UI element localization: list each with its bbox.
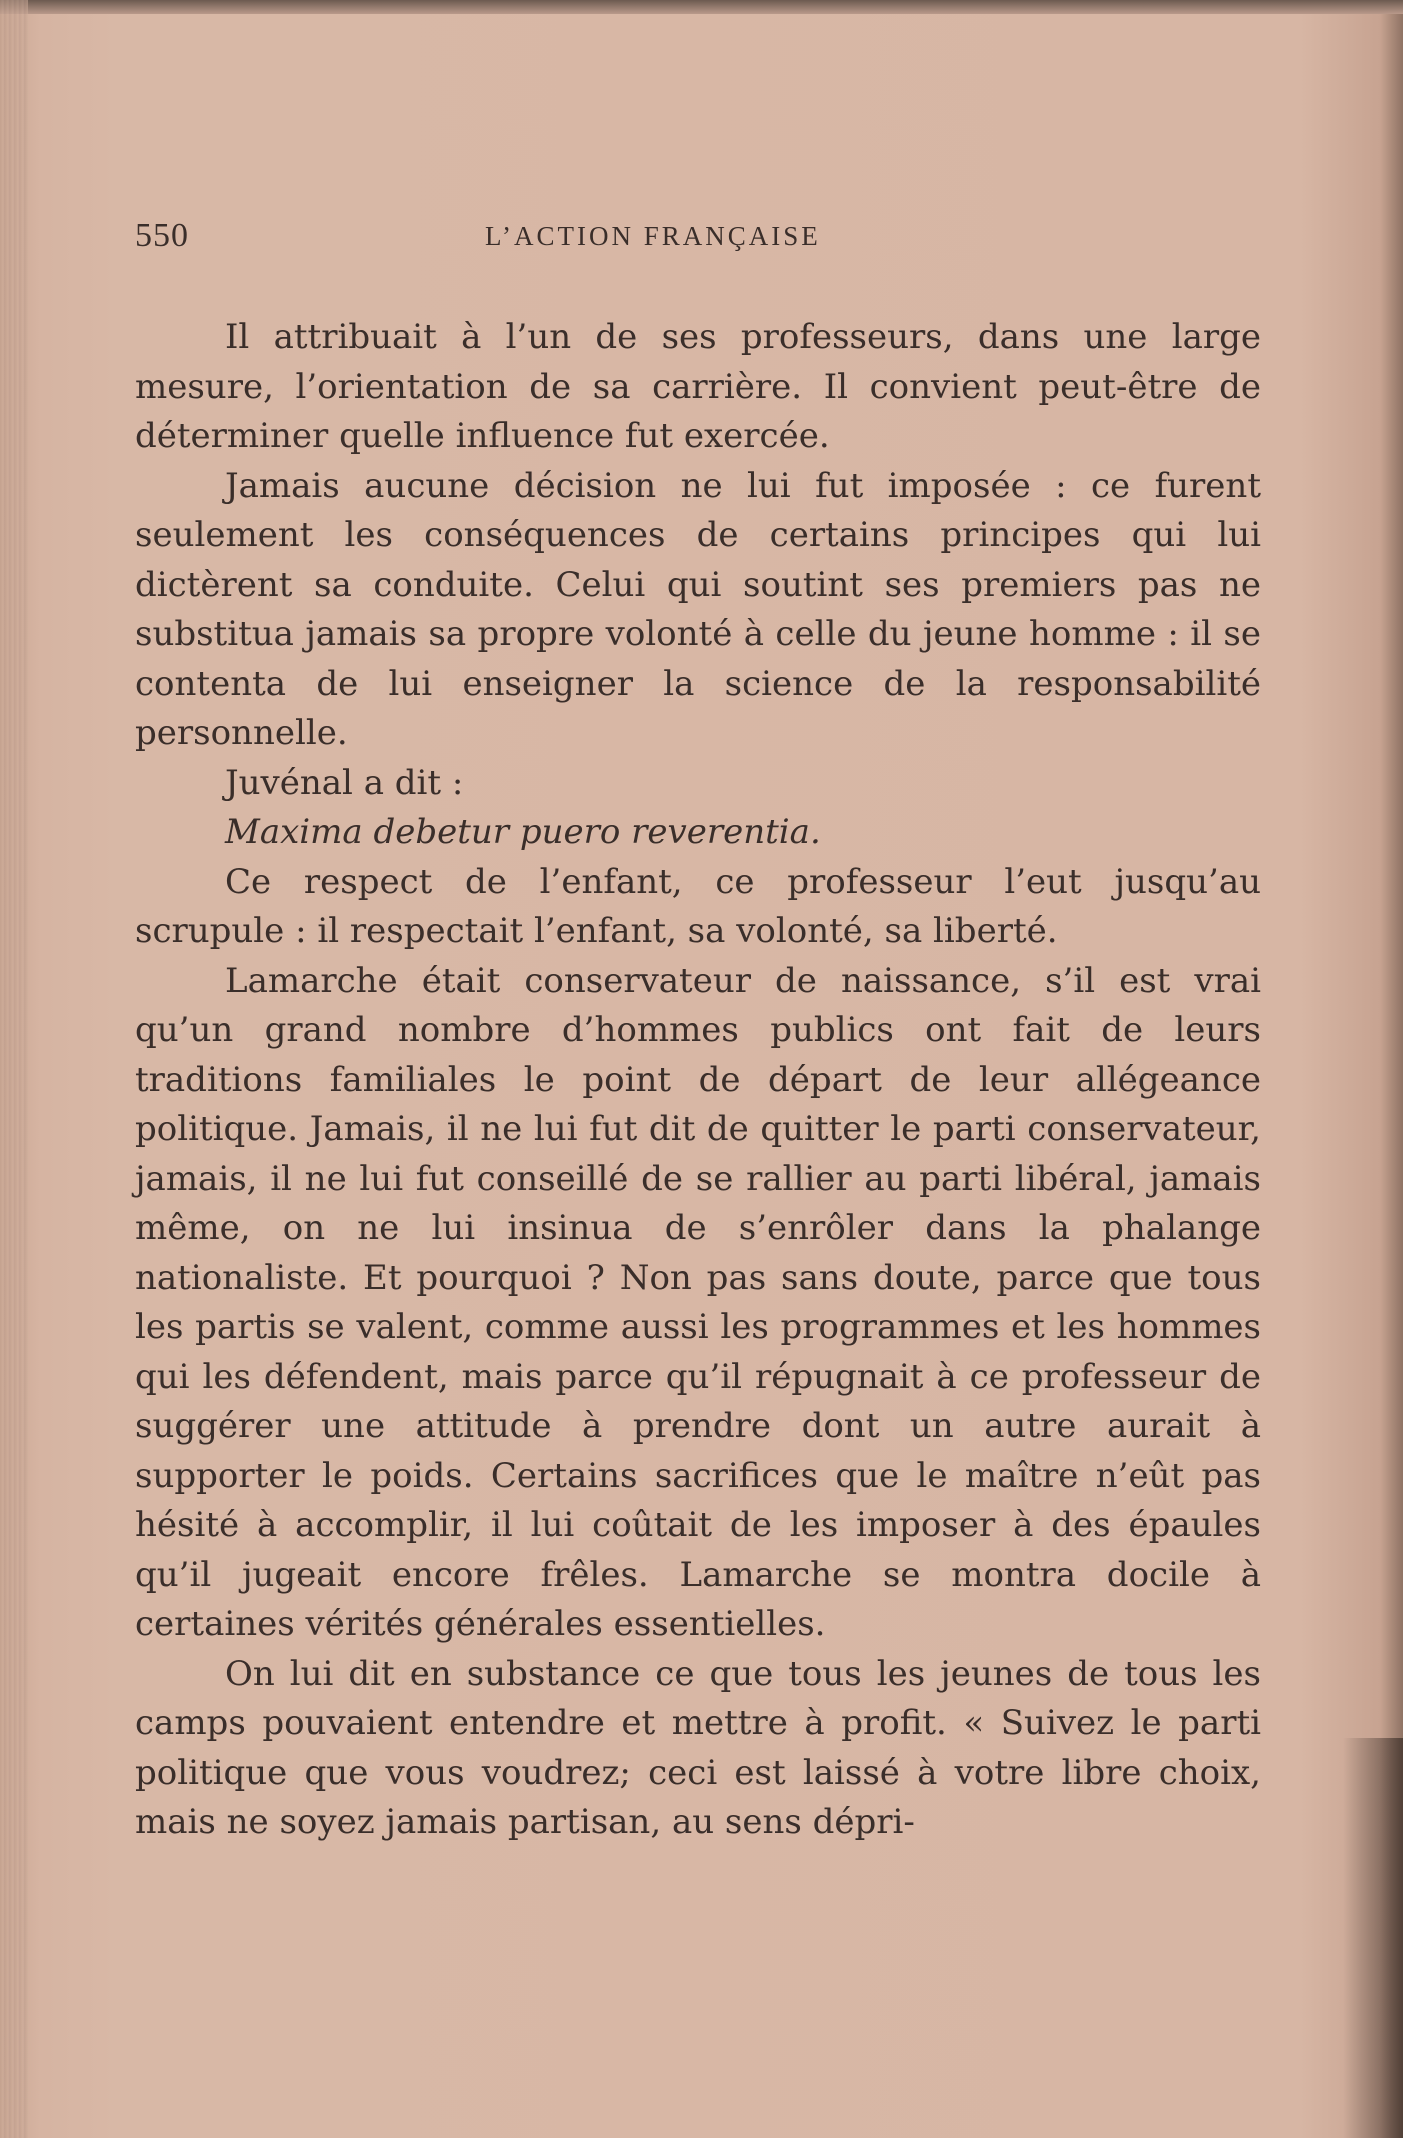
body-text	[135, 313, 1261, 1848]
paragraph: Il attribuait à l’un de ses professeurs, dans une large mesure, l’orientation de sa carrière. Il convient peut-être de déterminer quelle influence fut exercée.	[135, 317, 1261, 456]
paragraph: Lamarche était conservateur de naissance, s’il est vrai qu’un grand nombre d’hommes publics ont fait de leurs traditions familiales le point de départ de leur allégeance politique. Jamais, il ne lui fut dit de quitter le parti conservateur, jamais, il ne lui fut conseillé de se rallier au parti libéral, jamais même, on ne lui insinua de s’enrôler dans la phalange nationaliste. Et pourquoi ? Non pas sans doute, parce que tous les partis se valent, comme aussi les programmes et les hommes qui les défendent, mais parce qu’il répugnait à ce professeur de suggérer une attitude à prendre dont un autre aurait à supporter le poids. Certains sacrifices que le maître n’eût pas hésité à accomplir, il lui coûtait de les imposer à des épaules qu’il jugeait encore frêles. Lamarche se montra docile à certaines vérités générales essentielles.	[135, 960, 1261, 1644]
paragraph: Ce respect de l’enfant, ce professeur l’eut jusqu’au scrupule : il respectait l’enfant, sa volonté, sa liberté.	[135, 861, 1261, 951]
page-shadow	[1343, 1738, 1403, 2138]
page-top-edge	[0, 0, 1403, 14]
latin-quote: Maxima debetur puero reverentia.	[225, 812, 821, 852]
running-head	[135, 205, 1285, 265]
page-left-edge	[0, 0, 28, 2138]
paragraph: Jamais aucune décision ne lui fut imposée : ce furent seulement les conséquences de certains principes qui lui dictèrent sa conduite. Celui qui soutint ses premiers pas ne substitua jamais sa propre volonté à celle du jeune homme : il se contenta de lui enseigner la science de la responsabilité personnelle.	[135, 465, 1261, 753]
page-content	[135, 205, 1285, 1848]
paragraph: Juvénal a dit :	[225, 762, 464, 803]
paragraph: On lui dit en substance ce que tous les jeunes de tous les camps pouvaient entendre et mettre à profit. « Suivez le parti politique que vous voudrez; ceci est laissé à votre libre choix, mais ne soyez jamais partisan, au sens dépri-	[135, 1653, 1261, 1842]
running-title: L’ACTION FRANÇAISE	[485, 221, 821, 251]
page-number: 550	[135, 217, 189, 254]
